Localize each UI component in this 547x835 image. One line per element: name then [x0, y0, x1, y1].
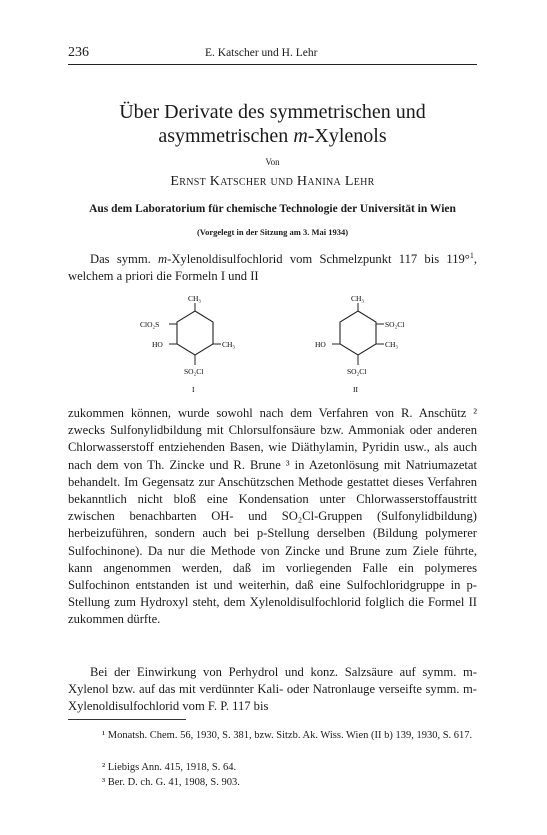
page-number: 236: [68, 45, 89, 60]
I-top-group: CH₃: [188, 294, 202, 303]
paragraph-1: Das symm. m-Xylenoldisulfochlorid vom Schmelzpunkt 117 bis 119°$^1$, welchem a priori die Formeln I und II: [68, 251, 477, 284]
II-left-lower-group: HO: [315, 340, 326, 349]
structural-formulas: [140, 293, 440, 398]
affiliation: Aus dem Laboratorium für chemische Technologie der Universität in Wien: [89, 203, 456, 215]
running-head: E. Katscher und H. Lehr: [205, 47, 318, 59]
I-bottom-group: SO₂Cl: [184, 367, 204, 376]
structure-II: [315, 294, 404, 394]
footnote-2: ² Liebigs Ann. 415, 1918, S. 64.: [102, 762, 237, 773]
I-left-lower-group: HO: [152, 340, 163, 349]
II-label: II: [353, 385, 358, 394]
title-line-1: Über Derivate des symmetrischen und: [119, 101, 426, 123]
I-right-lower-group: CH₃: [222, 340, 236, 349]
II-right-upper-group: SO₂Cl: [385, 320, 405, 329]
title-line-2: asymmetrischen m-Xylenols: [158, 125, 387, 147]
von-label: Von: [265, 157, 280, 167]
paragraph-2: zukommen können, wurde sowohl nach dem Verfahren von R. Anschütz ² zwecks Sulfonylidbildung mit Chlorsulfonsäure bzw. Ammoniak oder anderen Chlorwasserstoff entziehenden Basen, wie Diäthylamin, Pyridin usw., als auch nach dem von Th. Zincke und R. Brune ³ in Azetonlösung mit Natriumazetat behandelt. Im Gegensatz zur Anschützschen Methode gestattet dieses Verfahren bekanntlich nicht bloß eine Kondensation unter Chlorwasserstoffaustritt zwischen benachbarten OH- und SO₂Cl-Gruppen (Sulfonylidbildung) herbeizuführen, sondern auch bei p-Stellung derselben (Bildung polymerer Sulfochinone). Da nur die Methode von Zincke und Brune zum Ziele führte, kann angenommen werden, daß im vorliegenden Falle ein polymeres Sulfochinon entstanden ist und weiterhin, daß eine Sulfochloridgruppe in p-Stellung zum Hydroxyl steht, dem Xylenoldisulfochlorid folglich die Formel II zukommen dürfte.: [68, 406, 477, 627]
II-bottom-group: SO₂Cl: [347, 367, 367, 376]
footnote-1: ¹ Monatsh. Chem. 56, 1930, S. 381, bzw. Sitzb. Ak. Wiss. Wien (II b) 139, 1930, S. 617.: [102, 730, 473, 741]
II-right-lower-group: CH₃: [385, 340, 399, 349]
footnote-rule: [68, 719, 186, 720]
II-top-group: CH₃: [351, 294, 365, 303]
structure-I: [140, 294, 235, 394]
authors: Ernst Katscher und Hanina Lehr: [170, 174, 375, 189]
footnote-3: ³ Ber. D. ch. G. 41, 1908, S. 903.: [102, 777, 240, 788]
I-left-upper-group: ClO₂S: [140, 320, 160, 329]
submission-note: (Vorgelegt in der Sitzung am 3. Mai 1934): [196, 227, 349, 237]
paragraph-3: Bei der Einwirkung von Perhydrol und konz. Salzsäure auf symm. m-Xylenol bzw. auf das mit verdünnter Kali- oder Natronlauge verseifte symm. m-Xylenoldisulfochlorid vom F. P. 117 bis: [68, 665, 477, 714]
header-rule: [68, 64, 477, 65]
I-label: I: [192, 385, 195, 394]
